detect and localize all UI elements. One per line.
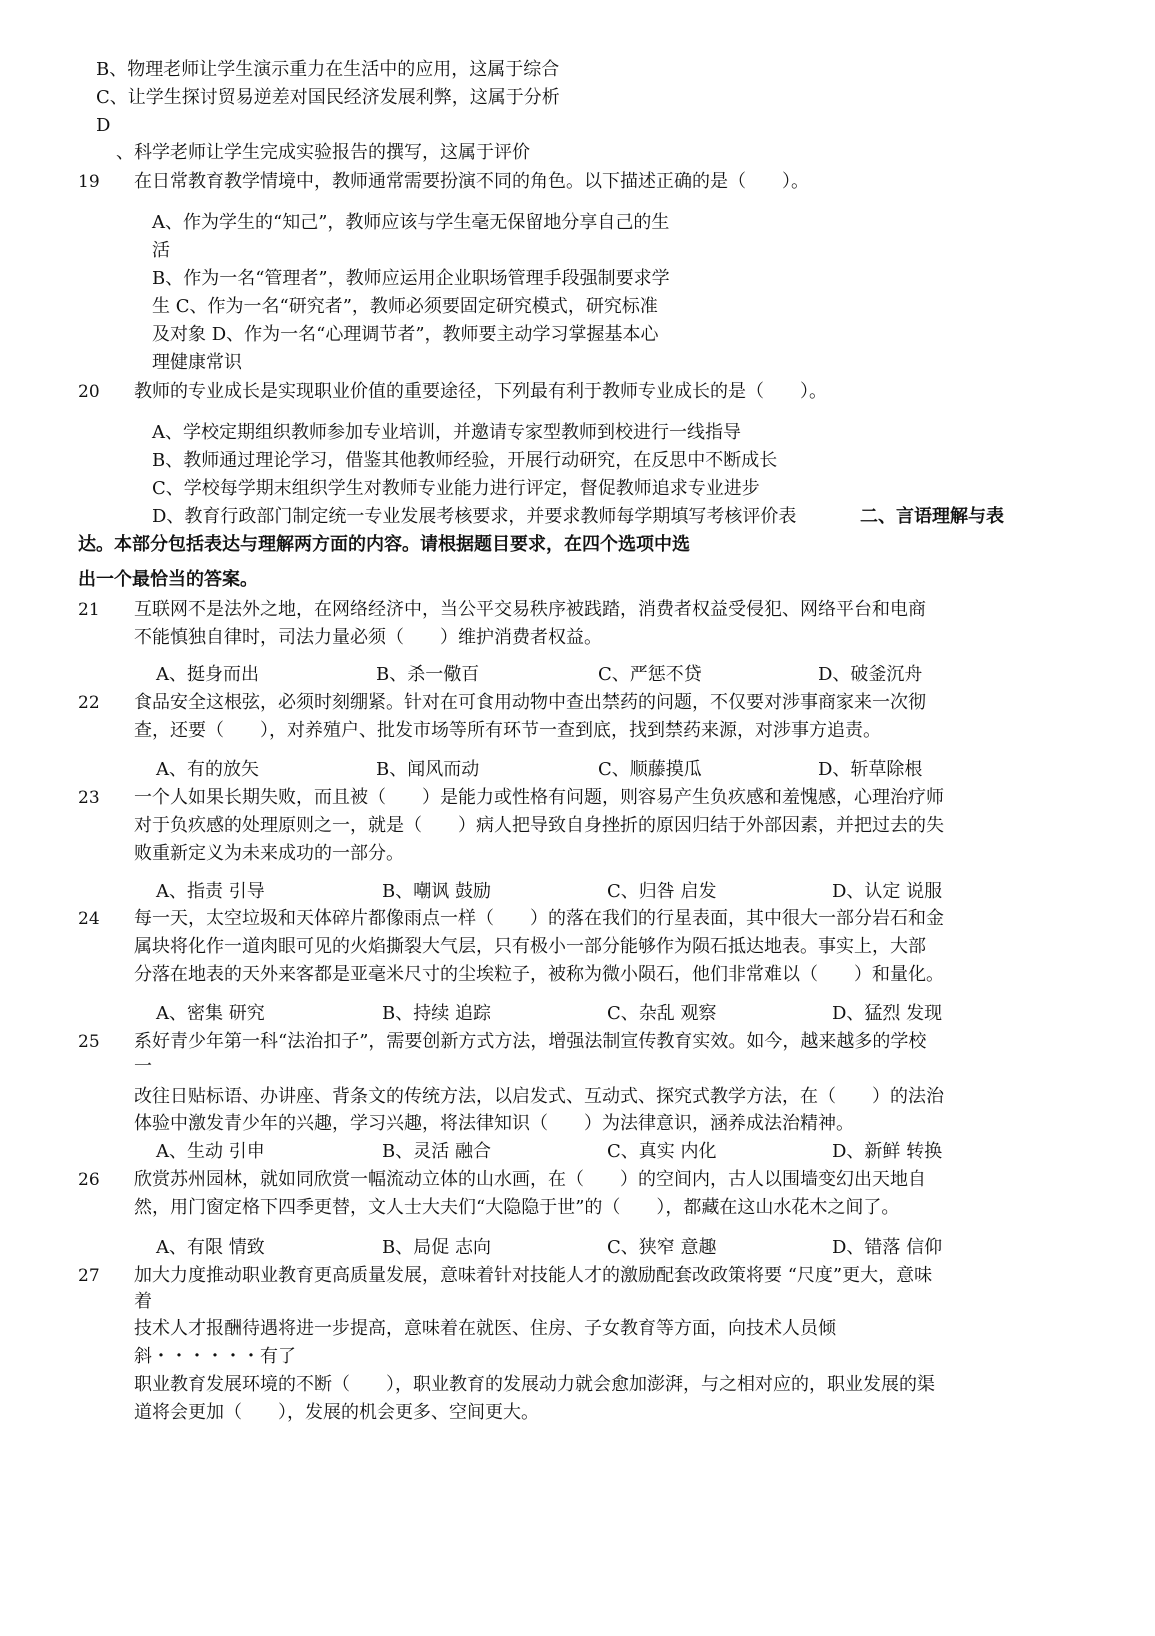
question-22-option-a: A、有的放矢 bbox=[156, 759, 259, 780]
question-22-stem-2: 查，还要（ ），对养殖户、批发市场等所有环节一查到底，找到禁药来源，对涉事方追责。 bbox=[134, 720, 881, 741]
question-number-19: 19 bbox=[78, 172, 100, 192]
question-24-option-c: C、杂乱 观察 bbox=[607, 1003, 717, 1024]
question-20-option-a: A、学校定期组织教师参加专业培训，并邀请专家型教师到校进行一线指导 bbox=[152, 422, 741, 443]
question-19-line-2: 活 bbox=[152, 240, 170, 261]
question-24-option-b: B、持续 追踪 bbox=[382, 1003, 491, 1024]
question-20-stem: 教师的专业成长是实现职业价值的重要途径，下列最有利于教师专业成长的是（ ）。 bbox=[134, 381, 827, 402]
question-25-stem-2: 改往日贴标语、办讲座、背条文的传统方法，以启发式、互动式、探究式教学方法，在（ ）的法治 bbox=[134, 1086, 944, 1107]
question-25-stem-3: 体验中激发青少年的兴趣，学习兴趣，将法律知识（ ）为法律意识，涵养成法治精神。 bbox=[134, 1113, 854, 1134]
option-d-letter-prev: D bbox=[96, 115, 111, 136]
question-19-line-6: 理健康常识 bbox=[152, 352, 242, 373]
question-23-stem-1: 一个人如果长期失败，而且被（ ）是能力或性格有问题，则容易产生负疚感和羞愧感，心理治疗师 bbox=[134, 787, 944, 808]
question-number-21: 21 bbox=[78, 600, 100, 620]
question-19-line-4: 生 C、作为一名“研究者”，教师必须要固定研究模式，研究标准 bbox=[152, 296, 658, 317]
question-22-option-d: D、斩草除根 bbox=[818, 759, 923, 780]
question-25-option-b: B、灵活 融合 bbox=[382, 1141, 491, 1162]
question-20-option-b: B、教师通过理论学习，借鉴其他教师经验，开展行动研究，在反思中不断成长 bbox=[152, 450, 778, 471]
question-27-stem-1: 加大力度推动职业教育更高质量发展，意味着针对技能人才的激励配套改政策将要 “尺度”更大，意味 bbox=[134, 1265, 933, 1286]
question-24-option-d: D、猛烈 发现 bbox=[832, 1003, 943, 1024]
question-23-stem-3: 败重新定义为未来成功的一部分。 bbox=[134, 843, 404, 864]
question-27-stem-4: 职业教育发展环境的不断（ ），职业教育的发展动力就会愈加澎湃，与之相对应的，职业发展的渠 bbox=[134, 1374, 935, 1395]
question-27-stem-1b: 着 bbox=[134, 1291, 152, 1312]
question-24-stem-2: 属块将化作一道肉眼可见的火焰撕裂大气层，只有极小一部分能够作为陨石抵达地表。事实上，大部 bbox=[134, 936, 926, 957]
question-23-option-b: B、嘲讽 鼓励 bbox=[382, 881, 491, 902]
question-20-option-d: D、教育行政部门制定统一专业发展考核要求，并要求教师每学期填写考核评价表 bbox=[152, 506, 797, 527]
question-number-20: 20 bbox=[78, 382, 100, 402]
question-25-stem-1b: 一 bbox=[134, 1056, 152, 1077]
question-20-option-c: C、学校每学期末组织学生对教师专业能力进行评定，督促教师追求专业进步 bbox=[152, 478, 760, 499]
question-21-stem-1: 互联网不是法外之地，在网络经济中，当公平交易秩序被践踏，消费者权益受侵犯、网络平台和电商 bbox=[134, 599, 926, 620]
question-19-stem: 在日常教育教学情境中，教师通常需要扮演不同的角色。以下描述正确的是（ ）。 bbox=[134, 171, 809, 192]
option-b-prev: B、物理老师让学生演示重力在生活中的应用，这属于综合 bbox=[96, 59, 560, 80]
question-21-option-d: D、破釜沉舟 bbox=[818, 664, 923, 685]
question-21-option-c: C、严惩不贷 bbox=[598, 664, 702, 685]
question-27-stem-3: 斜・・・・・・有了 bbox=[134, 1346, 296, 1367]
question-24-stem-3: 分落在地表的天外来客都是亚毫米尺寸的尘埃粒子，被称为微小陨石，他们非常难以（ ）和量化。 bbox=[134, 964, 944, 985]
question-21-stem-2: 不能慎独自律时，司法力量必须（ ）维护消费者权益。 bbox=[134, 627, 602, 648]
question-23-option-d: D、认定 说服 bbox=[832, 881, 943, 902]
question-23-stem-2: 对于负疚感的处理原则之一，就是（ ）病人把导致自身挫折的原因归结于外部因素，并把过去的失 bbox=[134, 815, 944, 836]
question-21-option-b: B、杀一儆百 bbox=[376, 664, 480, 685]
question-number-22: 22 bbox=[78, 693, 100, 713]
question-25-option-a: A、生动 引申 bbox=[156, 1141, 265, 1162]
option-d-prev: 、科学老师让学生完成实验报告的撰写，这属于评价 bbox=[116, 142, 530, 163]
section-heading-inline: 二、言语理解与表 bbox=[860, 506, 1004, 527]
question-24-stem-1: 每一天，太空垃圾和天体碎片都像雨点一样（ ）的落在我们的行星表面，其中很大一部分岩石和金 bbox=[134, 908, 944, 929]
question-25-stem-1: 系好青少年第一科“法治扣子”，需要创新方式方法，增强法制宣传教育实效。如今，越来越多的学校 bbox=[134, 1031, 927, 1052]
option-c-prev: C、让学生探讨贸易逆差对国民经济发展利弊，这属于分析 bbox=[96, 87, 560, 108]
question-26-option-a: A、有限 情致 bbox=[156, 1237, 265, 1258]
question-21-option-a: A、挺身而出 bbox=[156, 664, 259, 685]
question-22-stem-1: 食品安全这根弦，必须时刻绷紧。针对在可食用动物中查出禁药的问题，不仅要对涉事商家来一次彻 bbox=[134, 692, 926, 713]
question-19-line-1: A、作为学生的“知己”，教师应该与学生毫无保留地分享自己的生 bbox=[152, 212, 670, 233]
question-19-line-5: 及对象 D、作为一名“心理调节者”，教师要主动学习掌握基本心 bbox=[152, 324, 659, 345]
question-27-stem-2: 技术人才报酬待遇将进一步提高，意味着在就医、住房、子女教育等方面，向技术人员倾 bbox=[134, 1318, 836, 1339]
question-26-option-d: D、错落 信仰 bbox=[832, 1237, 943, 1258]
question-number-25: 25 bbox=[78, 1032, 100, 1052]
question-number-23: 23 bbox=[78, 788, 100, 808]
question-26-stem-1: 欣赏苏州园林，就如同欣赏一幅流动立体的山水画，在（ ）的空间内，古人以围墙变幻出天地自 bbox=[134, 1169, 926, 1190]
question-25-option-c: C、真实 内化 bbox=[607, 1141, 717, 1162]
question-23-option-a: A、指责 引导 bbox=[156, 881, 265, 902]
question-number-24: 24 bbox=[78, 909, 100, 929]
question-26-option-c: C、狭窄 意趣 bbox=[607, 1237, 717, 1258]
question-22-option-c: C、顺藤摸瓜 bbox=[598, 759, 702, 780]
question-number-27: 27 bbox=[78, 1266, 100, 1286]
question-22-option-b: B、闻风而动 bbox=[376, 759, 480, 780]
question-19-line-3: B、作为一名“管理者”，教师应运用企业职场管理手段强制要求学 bbox=[152, 268, 670, 289]
section-intro-line-2: 出一个最恰当的答案。 bbox=[78, 569, 258, 590]
question-24-option-a: A、密集 研究 bbox=[156, 1003, 265, 1024]
question-26-option-b: B、局促 志向 bbox=[382, 1237, 491, 1258]
question-26-stem-2: 然，用门窗定格下四季更替，文人士大夫们“大隐隐于世”的（ ），都藏在这山水花木之间了。 bbox=[134, 1197, 900, 1218]
question-number-26: 26 bbox=[78, 1170, 100, 1190]
section-intro-line-1: 达。本部分包括表达与理解两方面的内容。请根据题目要求，在四个选项中选 bbox=[78, 534, 690, 555]
question-27-stem-5: 道将会更加（ ），发展的机会更多、空间更大。 bbox=[134, 1402, 539, 1423]
question-23-option-c: C、归咎 启发 bbox=[607, 881, 717, 902]
question-25-option-d: D、新鲜 转换 bbox=[832, 1141, 943, 1162]
